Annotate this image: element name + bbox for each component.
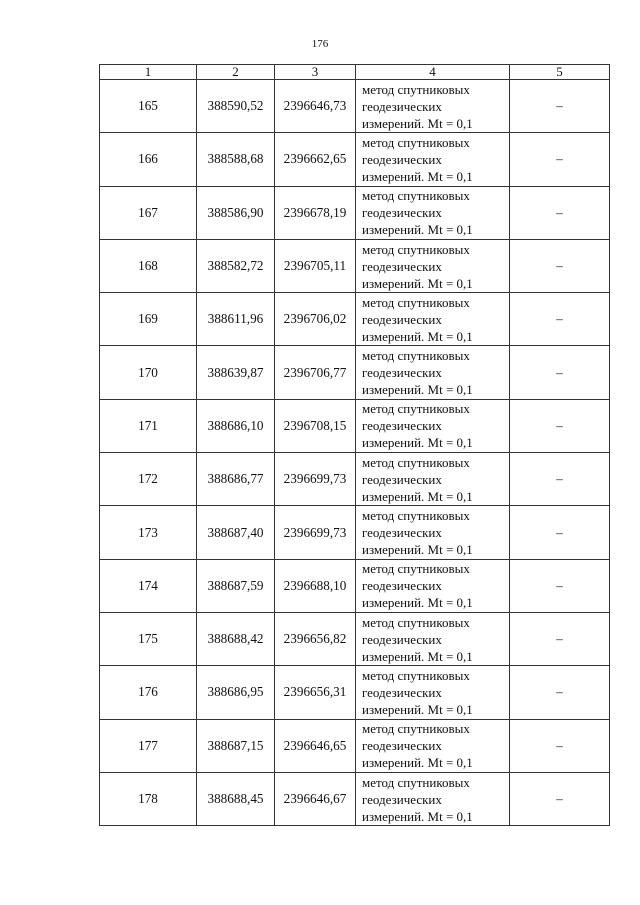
column-5-cell: –	[510, 666, 610, 719]
x-coordinate-cell: 388687,59	[197, 559, 275, 612]
point-number-cell: 165	[100, 80, 197, 133]
method-cell	[356, 186, 510, 239]
header-cell-2: 2	[197, 65, 275, 80]
method-line-3: измерений. Mt = 0,1	[362, 168, 473, 184]
header-row	[100, 65, 610, 80]
header-cell-1: 1	[100, 65, 197, 80]
table-row	[100, 80, 610, 133]
point-number-cell: 173	[100, 506, 197, 559]
column-5-cell: –	[510, 772, 610, 825]
method-line-1: метод спутниковых	[362, 667, 470, 683]
table-row	[100, 772, 610, 825]
method-line-2: геодезических	[362, 738, 442, 754]
column-5-cell: –	[510, 186, 610, 239]
method-line-2: геодезических	[362, 418, 442, 434]
method-cell	[356, 346, 510, 399]
x-coordinate-cell: 388686,95	[197, 666, 275, 719]
method-line-2: геодезических	[362, 258, 442, 274]
column-5-cell: –	[510, 506, 610, 559]
point-number-cell: 166	[100, 133, 197, 186]
method-line-2: геодезических	[362, 365, 442, 381]
method-line-3: измерений. Mt = 0,1	[362, 382, 473, 398]
x-coordinate-cell: 388686,77	[197, 453, 275, 506]
method-line-2: геодезических	[362, 471, 442, 487]
method-line-3: измерений. Mt = 0,1	[362, 755, 473, 771]
x-coordinate-cell: 388686,10	[197, 399, 275, 452]
method-line-1: метод спутниковых	[362, 721, 470, 737]
method-line-3: измерений. Mt = 0,1	[362, 275, 473, 291]
table-row	[100, 293, 610, 346]
column-5-cell: –	[510, 346, 610, 399]
column-5-cell: –	[510, 239, 610, 292]
column-5-cell: –	[510, 559, 610, 612]
table-row	[100, 239, 610, 292]
x-coordinate-cell: 388590,52	[197, 80, 275, 133]
method-line-2: геодезических	[362, 205, 442, 221]
point-number-cell: 170	[100, 346, 197, 399]
x-coordinate-cell: 388586,90	[197, 186, 275, 239]
method-line-3: измерений. Mt = 0,1	[362, 222, 473, 238]
y-coordinate-cell: 2396646,67	[275, 772, 356, 825]
page-number: 176	[311, 38, 329, 50]
point-number-cell: 174	[100, 559, 197, 612]
table-row	[100, 666, 610, 719]
y-coordinate-cell: 2396708,15	[275, 399, 356, 452]
method-line-3: измерений. Mt = 0,1	[362, 435, 473, 451]
table-row	[100, 346, 610, 399]
method-cell	[356, 719, 510, 772]
x-coordinate-cell: 388688,42	[197, 612, 275, 665]
method-line-2: геодезических	[362, 791, 442, 807]
method-line-1: метод спутниковых	[362, 508, 470, 524]
method-line-3: измерений. Mt = 0,1	[362, 488, 473, 504]
point-number-cell: 177	[100, 719, 197, 772]
y-coordinate-cell: 2396699,73	[275, 453, 356, 506]
column-5-cell: –	[510, 133, 610, 186]
y-coordinate-cell: 2396699,73	[275, 506, 356, 559]
method-cell	[356, 772, 510, 825]
method-line-1: метод спутниковых	[362, 401, 470, 417]
y-coordinate-cell: 2396706,02	[275, 293, 356, 346]
column-5-cell: –	[510, 453, 610, 506]
coordinates-table	[99, 64, 610, 826]
table-row	[100, 506, 610, 559]
y-coordinate-cell: 2396706,77	[275, 346, 356, 399]
method-line-3: измерений. Mt = 0,1	[362, 115, 473, 131]
y-coordinate-cell: 2396705,11	[275, 239, 356, 292]
method-cell	[356, 559, 510, 612]
table-row	[100, 612, 610, 665]
x-coordinate-cell: 388588,68	[197, 133, 275, 186]
method-line-2: геодезических	[362, 631, 442, 647]
table-row	[100, 559, 610, 612]
x-coordinate-cell: 388688,45	[197, 772, 275, 825]
method-line-1: метод спутниковых	[362, 81, 470, 97]
method-line-3: измерений. Mt = 0,1	[362, 648, 473, 664]
method-line-2: геодезических	[362, 98, 442, 114]
method-line-1: метод спутниковых	[362, 561, 470, 577]
column-5-cell: –	[510, 719, 610, 772]
method-cell	[356, 506, 510, 559]
method-line-1: метод спутниковых	[362, 454, 470, 470]
y-coordinate-cell: 2396656,82	[275, 612, 356, 665]
method-line-3: измерений. Mt = 0,1	[362, 542, 473, 558]
method-line-3: измерений. Mt = 0,1	[362, 328, 473, 344]
x-coordinate-cell: 388582,72	[197, 239, 275, 292]
header-cell-5: 5	[510, 65, 610, 80]
method-cell	[356, 293, 510, 346]
method-cell	[356, 612, 510, 665]
method-line-3: измерений. Mt = 0,1	[362, 595, 473, 611]
method-line-2: геодезических	[362, 525, 442, 541]
method-line-1: метод спутниковых	[362, 241, 470, 257]
y-coordinate-cell: 2396688,10	[275, 559, 356, 612]
point-number-cell: 169	[100, 293, 197, 346]
point-number-cell: 168	[100, 239, 197, 292]
method-cell	[356, 133, 510, 186]
method-cell	[356, 453, 510, 506]
x-coordinate-cell: 388639,87	[197, 346, 275, 399]
column-5-cell: –	[510, 80, 610, 133]
method-line-1: метод спутниковых	[362, 188, 470, 204]
method-line-2: геодезических	[362, 311, 442, 327]
point-number-cell: 172	[100, 453, 197, 506]
header-cell-3: 3	[275, 65, 356, 80]
point-number-cell: 178	[100, 772, 197, 825]
x-coordinate-cell: 388687,40	[197, 506, 275, 559]
table-row	[100, 133, 610, 186]
method-line-1: метод спутниковых	[362, 774, 470, 790]
y-coordinate-cell: 2396646,73	[275, 80, 356, 133]
table-row	[100, 399, 610, 452]
method-line-3: измерений. Mt = 0,1	[362, 701, 473, 717]
table-row	[100, 453, 610, 506]
y-coordinate-cell: 2396646,65	[275, 719, 356, 772]
y-coordinate-cell: 2396662,65	[275, 133, 356, 186]
method-line-2: геодезических	[362, 151, 442, 167]
y-coordinate-cell: 2396678,19	[275, 186, 356, 239]
method-cell	[356, 239, 510, 292]
point-number-cell: 171	[100, 399, 197, 452]
y-coordinate-cell: 2396656,31	[275, 666, 356, 719]
table-row	[100, 186, 610, 239]
x-coordinate-cell: 388687,15	[197, 719, 275, 772]
method-cell	[356, 399, 510, 452]
table-row	[100, 719, 610, 772]
method-line-1: метод спутниковых	[362, 348, 470, 364]
header-cell-4: 4	[356, 65, 510, 80]
column-5-cell: –	[510, 399, 610, 452]
method-line-1: метод спутниковых	[362, 294, 470, 310]
table-header	[100, 65, 610, 80]
method-cell	[356, 80, 510, 133]
method-line-2: геодезических	[362, 684, 442, 700]
method-line-3: измерений. Mt = 0,1	[362, 808, 473, 824]
point-number-cell: 176	[100, 666, 197, 719]
column-5-cell: –	[510, 293, 610, 346]
point-number-cell: 175	[100, 612, 197, 665]
point-number-cell: 167	[100, 186, 197, 239]
column-5-cell: –	[510, 612, 610, 665]
method-cell	[356, 666, 510, 719]
x-coordinate-cell: 388611,96	[197, 293, 275, 346]
method-line-2: геодезических	[362, 578, 442, 594]
table-body	[100, 80, 610, 826]
method-line-1: метод спутниковых	[362, 134, 470, 150]
method-line-1: метод спутниковых	[362, 614, 470, 630]
